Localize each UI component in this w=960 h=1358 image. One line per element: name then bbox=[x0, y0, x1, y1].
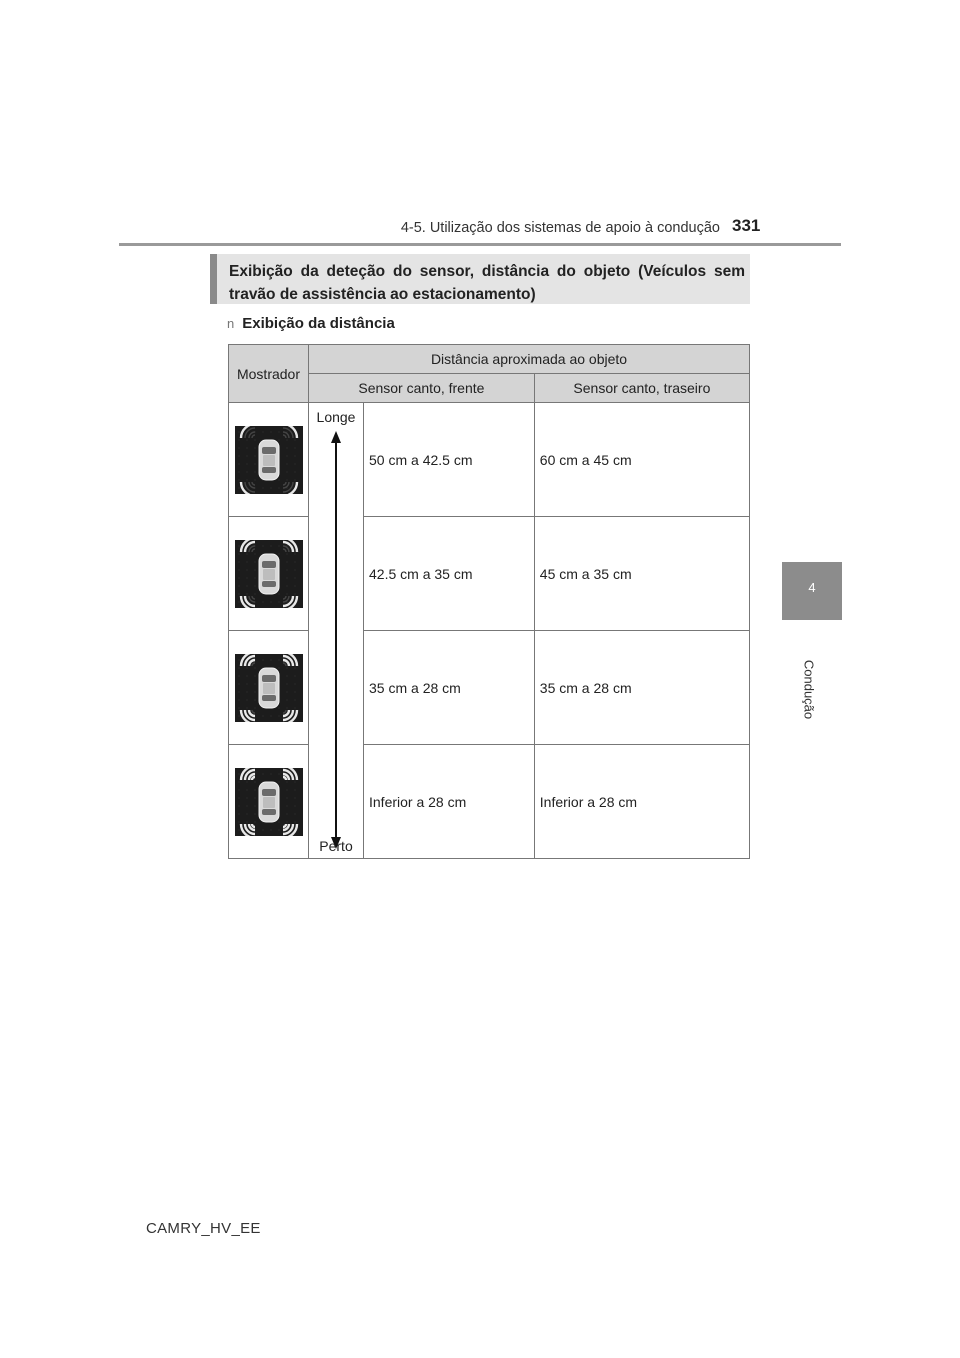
display-image bbox=[235, 426, 303, 494]
display-image-cell bbox=[229, 631, 309, 745]
chapter-side-label-text: Condução bbox=[801, 659, 817, 720]
chapter-tab[interactable] bbox=[782, 562, 842, 620]
front-distance: 50 cm a 42.5 cm bbox=[364, 403, 535, 517]
subheading-text: Exibição da distância bbox=[242, 315, 395, 332]
display-image bbox=[235, 654, 303, 722]
distance-arrow-cell bbox=[309, 403, 364, 859]
column-header-rear: Sensor canto, traseiro bbox=[534, 374, 749, 403]
table-row bbox=[229, 517, 750, 631]
distance-table bbox=[228, 344, 750, 859]
rear-distance: 45 cm a 35 cm bbox=[534, 517, 749, 631]
footer-model-code: CAMRY_HV_EE bbox=[146, 1220, 261, 1237]
display-image-cell bbox=[229, 403, 309, 517]
arrow-label-near: Perto bbox=[319, 838, 353, 854]
rear-distance: 60 cm a 45 cm bbox=[534, 403, 749, 517]
page-number: 331 bbox=[732, 216, 761, 235]
display-image-cell bbox=[229, 745, 309, 859]
section-heading-box bbox=[210, 254, 750, 304]
arrow-label-far: Longe bbox=[316, 409, 356, 425]
table-row bbox=[229, 403, 750, 517]
table-row bbox=[229, 631, 750, 745]
front-distance: 35 cm a 28 cm bbox=[364, 631, 535, 745]
display-image bbox=[235, 768, 303, 836]
table-row bbox=[229, 745, 750, 859]
rear-distance: Inferior a 28 cm bbox=[534, 745, 749, 859]
column-header-distance: Distância aproximada ao objeto bbox=[309, 345, 750, 374]
display-image bbox=[235, 540, 303, 608]
subheading-bullet: n bbox=[227, 316, 235, 331]
section-title: Exibição da deteção do sensor, distância do objeto (Veículos sem travão de assistência ao estacionamento) bbox=[229, 263, 745, 303]
chapter-title: 4-5. Utilização dos sistemas de apoio à condução bbox=[400, 220, 720, 236]
front-distance: 42.5 cm a 35 cm bbox=[364, 517, 535, 631]
header-rule bbox=[119, 243, 841, 246]
rear-distance: 35 cm a 28 cm bbox=[534, 631, 749, 745]
double-arrow-icon bbox=[329, 431, 343, 849]
column-header-front: Sensor canto, frente bbox=[309, 374, 535, 403]
column-header-display: Mostrador bbox=[229, 345, 309, 403]
display-image-cell bbox=[229, 517, 309, 631]
front-distance: Inferior a 28 cm bbox=[364, 745, 535, 859]
chapter-tab-number: 4 bbox=[808, 580, 816, 595]
subheading bbox=[227, 315, 395, 332]
